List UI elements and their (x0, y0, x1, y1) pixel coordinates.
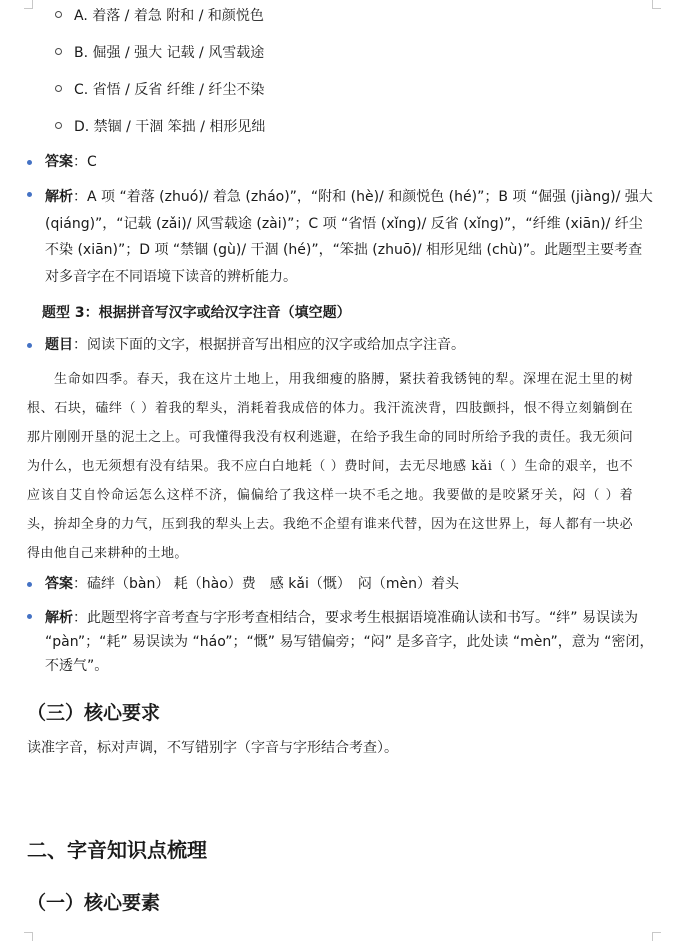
bullet-icon (27, 343, 32, 348)
core-requirements-heading: （三）核心要求 (27, 702, 161, 724)
analysis-text: ：A 项 “着落 (zhuó)/ 着急 (zháo)”，“附和 (hè)/ 和颜悦色 (hé)”；B 项 “倔强 (jiàng)/ 强大 (qiáng)”，“记载 (zǎi)/ 风雪载途 (zài)”；C 项 “省悟 (xǐng)/ 反省 (xǐng)”，“纤维 (xiān)/ 纤尘不染 (xiān)”；D 项 “禁锢 (gù)/ 干涸 (hé)”，“笨拙 (zhuō)/ 相形见绌 (chù)”。此题型主要考查对多音字在不同语境下读音的辨析能力。 (45, 189, 653, 285)
bullet-icon (27, 160, 32, 165)
section-title: 题型 3：根据拼音写汉字或给汉字注音（填空题） (42, 305, 351, 321)
bullet-icon (27, 614, 32, 619)
page-corner-mark (652, 932, 661, 941)
option-text: D. 禁锢 / 干涸 笨拙 / 相形见绌 (74, 119, 266, 135)
option-a (55, 6, 264, 26)
bullet-icon (27, 192, 32, 197)
page-corner-mark (24, 0, 33, 9)
answer-label: 答案 (45, 154, 73, 170)
answer-label: 答案 (45, 576, 73, 592)
analysis-label: 解析 (45, 189, 73, 205)
option-b (55, 43, 264, 63)
passage-text: 生命如四季。春天，我在这片土地上，用我细瘦的胳膊，紧扶着我锈钝的犁。深埋在泥土里的树根、石块，磕绊（ ）着我的犁头，消耗着我成倍的体力。我汗流浃背，四肢颤抖，恨不得立刻躺倒在那片刚刚开垦的泥土之上。可我懂得我没有权利逃避，在给予我生命的同时所给予我的责任。我无须问为什么，也无须想有没有结果。我不应白白地耗（ ）费时间，去无尽地感 kǎi（ ）生命的艰辛，也不应该自艾自怜命运怎么这样不济，偏偏给了我这样一块不毛之地。我要做的是咬紧牙关，闷（ ）着头，拚却全身的力气，压到我的犁头上去。我绝不企望有谁来代替，因为在这世界上，每人都有一块必得由他自己来耕种的土地。 (27, 372, 633, 561)
option-text: A. 着落 / 着急 附和 / 和颜悦色 (74, 8, 264, 24)
analysis-text: ：此题型将字音考查与字形考查相结合，要求考生根据语境准确认读和书写。“绊” 易误读为 “pàn”；“耗” 易误读为 “háo”；“慨” 易写错偏旁；“闷” 是多音字，此处读 “mèn”，意为 “密闭，不透气”。 (45, 610, 654, 674)
chapter-heading: 二、字音知识点梳理 (27, 838, 207, 862)
question-label: 题目 (45, 337, 73, 353)
reading-passage (27, 365, 633, 568)
page-corner-mark (652, 0, 661, 9)
hollow-bullet-icon (55, 11, 62, 18)
answer-value: ：C (73, 154, 97, 170)
bullet-icon (27, 582, 32, 587)
core-requirements-text: 读准字音，标对声调，不写错别字（字音与字形结合考查）。 (27, 740, 398, 756)
hollow-bullet-icon (55, 85, 62, 92)
option-d (55, 117, 265, 137)
option-text: B. 倔强 / 强大 记载 / 风雪载途 (74, 45, 265, 61)
core-elements-heading: （一）核心要素 (27, 892, 161, 914)
hollow-bullet-icon (55, 48, 62, 55)
option-c (55, 80, 264, 100)
option-text: C. 省悟 / 反省 纤维 / 纤尘不染 (74, 82, 265, 98)
analysis-label: 解析 (45, 610, 73, 626)
page-corner-mark (24, 932, 33, 941)
question-text: ：阅读下面的文字，根据拼音写出相应的汉字或给加点字注音。 (73, 337, 465, 353)
answer-value: ：磕绊（bàn） 耗（hào）费 感 kǎi（慨） 闷（mèn）着头 (73, 576, 459, 592)
hollow-bullet-icon (55, 122, 62, 129)
